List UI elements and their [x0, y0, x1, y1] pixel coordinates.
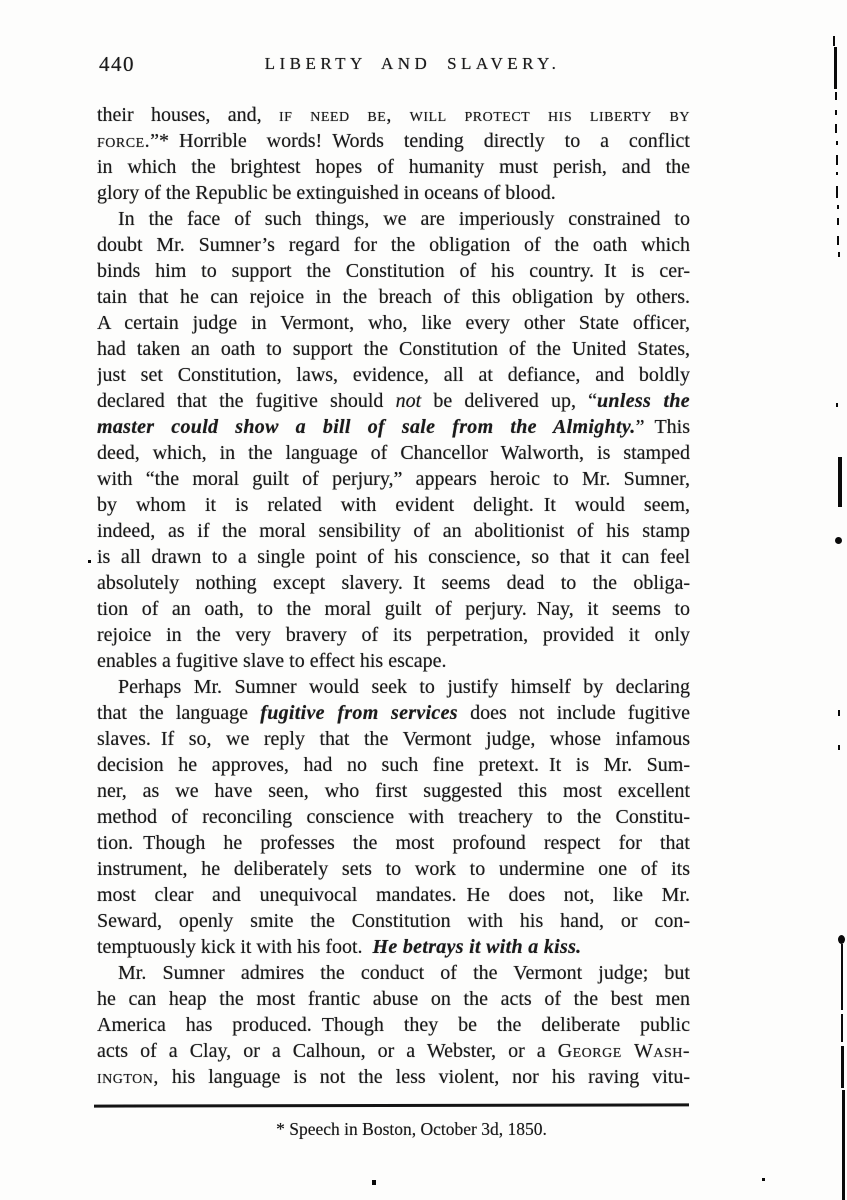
running-header — [97, 51, 690, 79]
text-line: tion. Though he professes the most profound respect for that — [97, 832, 690, 854]
scan-artifact — [833, 36, 835, 46]
text-line: instrument, he deliberately sets to work to undermine one of its — [97, 858, 690, 880]
scan-artifact — [837, 205, 839, 209]
scan-artifact — [835, 537, 842, 544]
scan-artifact — [88, 560, 91, 563]
text-line: Seward, openly smite the Constitution with his hand, or con- — [97, 910, 690, 932]
scan-artifact — [841, 1046, 844, 1088]
text-line: enables a fugitive slave to effect his escape. — [97, 650, 447, 672]
text-line: deed, which, in the language of Chancellor Walworth, is stamped — [97, 442, 690, 464]
scan-artifact — [372, 1180, 376, 1185]
text-line: just set Constitution, laws, evidence, all at defiance, and boldly — [97, 364, 690, 386]
scan-artifact — [838, 745, 840, 750]
scan-artifact — [834, 47, 837, 89]
text-line: that the language fugitive from services does not include fugitive — [97, 702, 690, 724]
text-line: with “the moral guilt of perjury,” appears heroic to Mr. Sumner, — [97, 468, 690, 490]
text-line: slaves. If so, we reply that the Vermont judge, whose infamous — [97, 728, 690, 750]
scan-artifact — [836, 155, 838, 165]
text-line: declared that the fugitive should not be delivered up, “unless the — [97, 390, 690, 412]
scan-artifact — [841, 944, 843, 1010]
text-line: binds him to support the Constitution of his country. It is cer- — [97, 260, 690, 282]
text-line: master could show a bill of sale from the Almighty.” This — [97, 416, 690, 438]
header-title: LIBERTY AND SLAVERY. — [264, 54, 561, 73]
text-line: force.”* Horrible words! Words tending directly to a conflict — [97, 130, 690, 152]
scan-artifact — [841, 1014, 843, 1042]
text-line: A certain judge in Vermont, who, like every other State officer, — [97, 312, 690, 334]
scan-artifact — [842, 1090, 845, 1200]
scan-artifact — [838, 710, 840, 716]
text-line: In the face of such things, we are imperiously constrained to — [118, 208, 690, 230]
text-line: Mr. Sumner admires the conduct of the Vermont judge; but — [118, 962, 690, 984]
scan-artifact — [835, 124, 837, 133]
scan-artifact — [762, 1178, 765, 1181]
text-line: rejoice in the very bravery of its perpetration, provided it only — [97, 624, 690, 646]
scan-artifact — [835, 92, 837, 100]
scan-artifact — [837, 218, 839, 225]
scan-artifact — [838, 252, 840, 257]
text-line: by whom it is related with evident delight. It would seem, — [97, 494, 690, 516]
text-line: acts of a Clay, or a Calhoun, or a Webster, or a George Wash- — [97, 1040, 690, 1062]
text-line: their houses, and, if need be, will protect his liberty by — [97, 104, 690, 126]
scan-artifact — [837, 236, 839, 245]
text-line: method of reconciling conscience with treachery to the Constitu- — [97, 806, 690, 828]
text-line: is all drawn to a single point of his conscience, so that it can feel — [97, 546, 690, 568]
body-text — [97, 102, 690, 1090]
text-line: ington, his language is not the less violent, nor his raving vitu- — [97, 1066, 690, 1088]
text-line: ner, as we have seen, who first suggested this most excellent — [97, 780, 690, 802]
page-number: 440 — [99, 52, 135, 76]
scan-artifact — [838, 457, 842, 507]
text-line: glory of the Republic be extinguished in oceans of blood. — [97, 182, 556, 204]
scan-artifact — [835, 110, 837, 115]
text-line: most clear and unequivocal mandates. He does not, like Mr. — [97, 884, 690, 906]
text-line: tain that he can rejoice in the breach of this obligation by others. — [97, 286, 690, 308]
text-line: indeed, as if the moral sensibility of an abolitionist of his stamp — [97, 520, 690, 542]
text-line: he can heap the most frantic abuse on the acts of the best men — [97, 988, 690, 1010]
footnote-text: * Speech in Boston, October 3d, 1850. — [276, 1119, 547, 1139]
text-line: temptuously kick it with his foot. He betrays it with a kiss. — [97, 936, 582, 958]
scan-artifact — [836, 172, 838, 175]
scan-artifact — [836, 141, 838, 145]
text-line: decision he approves, had no such fine pretext. It is Mr. Sum- — [97, 754, 690, 776]
text-line: tion of an oath, to the moral guilt of perjury. Nay, it seems to — [97, 598, 690, 620]
scan-artifact — [836, 186, 838, 198]
scan-artifact — [836, 403, 838, 407]
footnote-rule — [94, 1103, 689, 1107]
text-line: Perhaps Mr. Sumner would seek to justify himself by declaring — [118, 676, 690, 698]
text-line: in which the brightest hopes of humanity must perish, and the — [97, 156, 690, 178]
text-line: doubt Mr. Sumner’s regard for the obligation of the oath which — [97, 234, 690, 256]
text-line: absolutely nothing except slavery. It seems dead to the obliga- — [97, 572, 690, 594]
scan-artifact — [838, 935, 845, 944]
text-line: had taken an oath to support the Constitution of the United States, — [97, 338, 690, 360]
text-line: America has produced. Though they be the deliberate public — [97, 1014, 690, 1036]
